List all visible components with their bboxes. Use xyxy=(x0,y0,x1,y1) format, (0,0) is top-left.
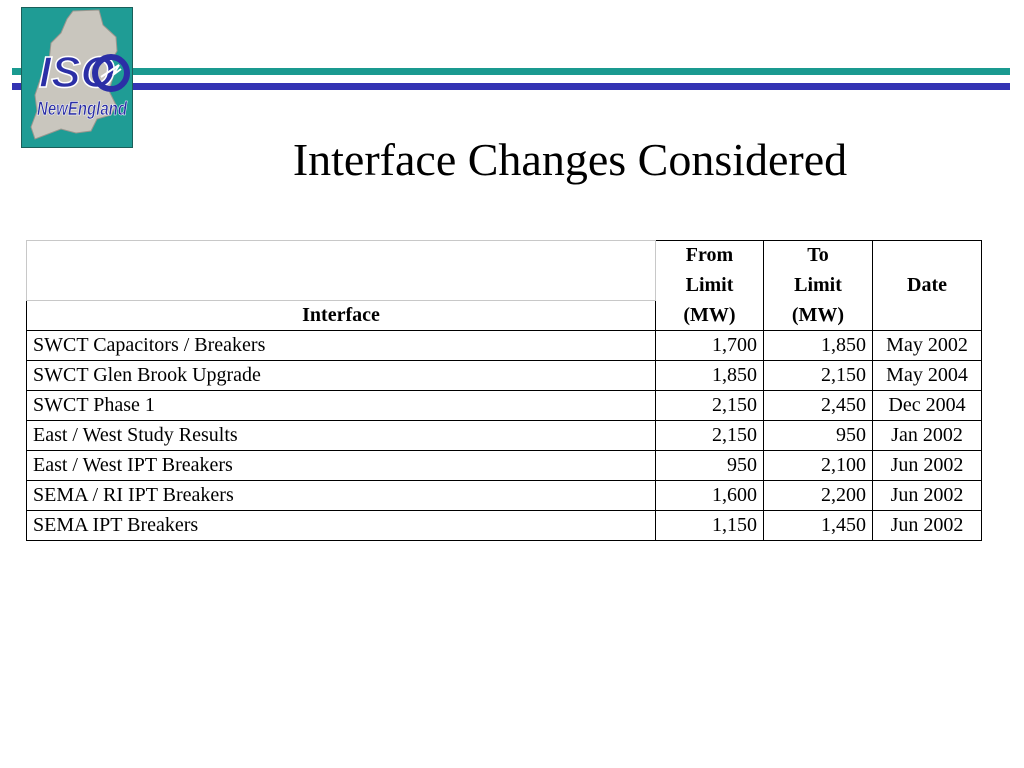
table-row xyxy=(27,331,982,361)
interface-changes-table xyxy=(26,240,982,541)
header-to-line2: Limit xyxy=(764,271,873,301)
date-cell: Jun 2002 xyxy=(873,481,982,511)
from-limit-cell: 2,150 xyxy=(656,421,764,451)
iso-new-england-logo xyxy=(21,7,133,148)
header-to-line3: (MW) xyxy=(764,301,873,331)
header-date-blank xyxy=(873,241,982,271)
table-row xyxy=(27,421,982,451)
logo-text-iso: ISO xyxy=(39,48,115,97)
logo-text-newengland: NewEngland xyxy=(37,99,128,120)
header-interface: Interface xyxy=(27,301,656,331)
date-cell: Jun 2002 xyxy=(873,451,982,481)
from-limit-cell: 1,600 xyxy=(656,481,764,511)
table-row xyxy=(27,451,982,481)
to-limit-cell: 1,450 xyxy=(764,511,873,541)
header-rule-teal xyxy=(12,68,1010,75)
table-row xyxy=(27,481,982,511)
interface-cell: SWCT Glen Brook Upgrade xyxy=(27,361,656,391)
header-from-line2: Limit xyxy=(656,271,764,301)
interface-cell: SWCT Capacitors / Breakers xyxy=(27,331,656,361)
interface-cell: SWCT Phase 1 xyxy=(27,391,656,421)
header-from-line3: (MW) xyxy=(656,301,764,331)
interface-cell: East / West Study Results xyxy=(27,421,656,451)
table-row xyxy=(27,511,982,541)
header-date: Date xyxy=(873,271,982,301)
header-row-2 xyxy=(27,271,982,301)
header-row-3 xyxy=(27,301,982,331)
table-row xyxy=(27,361,982,391)
header-date-blank xyxy=(873,301,982,331)
header-to-line1: To xyxy=(764,241,873,271)
interface-cell: East / West IPT Breakers xyxy=(27,451,656,481)
from-limit-cell: 1,150 xyxy=(656,511,764,541)
from-limit-cell: 1,850 xyxy=(656,361,764,391)
header-from-line1: From xyxy=(656,241,764,271)
date-cell: Dec 2004 xyxy=(873,391,982,421)
date-cell: Jan 2002 xyxy=(873,421,982,451)
to-limit-cell: 1,850 xyxy=(764,331,873,361)
to-limit-cell: 2,450 xyxy=(764,391,873,421)
header-row-1 xyxy=(27,241,982,271)
interface-cell: SEMA / RI IPT Breakers xyxy=(27,481,656,511)
to-limit-cell: 950 xyxy=(764,421,873,451)
date-cell: Jun 2002 xyxy=(873,511,982,541)
from-limit-cell: 2,150 xyxy=(656,391,764,421)
date-cell: May 2004 xyxy=(873,361,982,391)
table-row xyxy=(27,391,982,421)
to-limit-cell: 2,100 xyxy=(764,451,873,481)
header-rule-blue xyxy=(12,83,1010,90)
from-limit-cell: 1,700 xyxy=(656,331,764,361)
to-limit-cell: 2,150 xyxy=(764,361,873,391)
slide-title: Interface Changes Considered xyxy=(292,134,848,185)
date-cell: May 2002 xyxy=(873,331,982,361)
from-limit-cell: 950 xyxy=(656,451,764,481)
header-blank-cell xyxy=(27,241,656,271)
to-limit-cell: 2,200 xyxy=(764,481,873,511)
header-blank-cell xyxy=(27,271,656,301)
interface-cell: SEMA IPT Breakers xyxy=(27,511,656,541)
